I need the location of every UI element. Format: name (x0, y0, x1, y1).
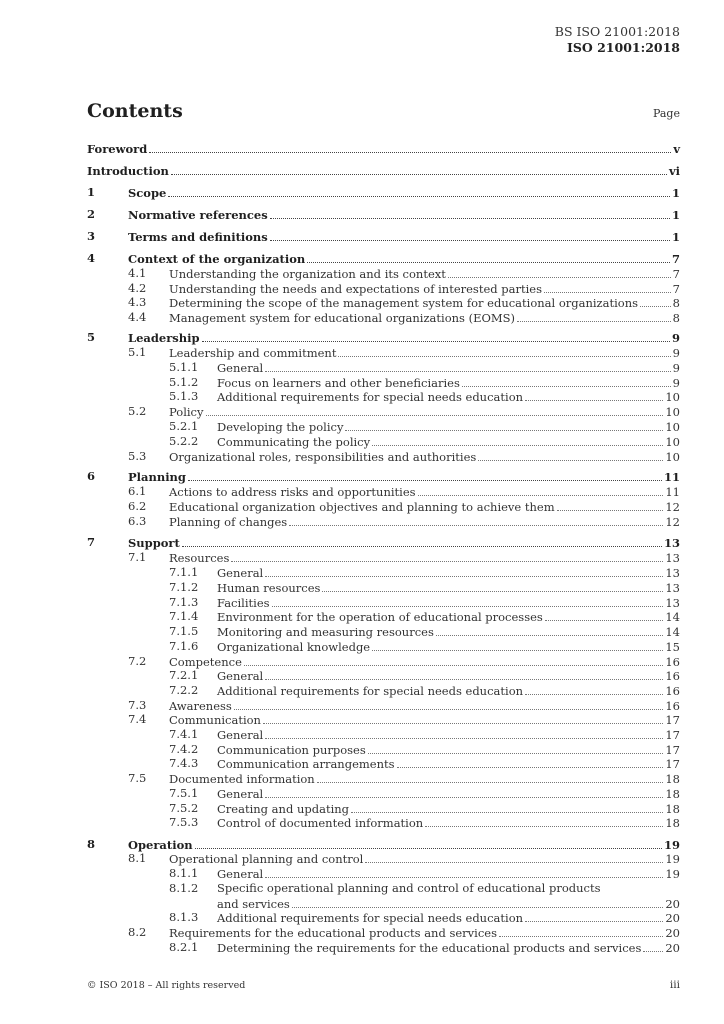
toc-entry-title[interactable]: Control of documented information (217, 816, 424, 830)
toc-dot-leader (525, 910, 663, 922)
toc-subsection-entry[interactable] (0, 881, 724, 896)
toc-entry-title[interactable]: Scope (128, 186, 167, 200)
toc-entry-number: 8.1.1 (169, 866, 199, 880)
toc-entry-page: 10 (665, 450, 680, 464)
toc-entry-title[interactable]: Organizational roles, responsibilities and authorities (169, 450, 477, 464)
toc-entry-title[interactable]: Competence (169, 655, 242, 669)
toc-entry-title[interactable]: Management system for educational organizations (EOMS) (169, 311, 516, 325)
toc-dot-leader (418, 484, 664, 496)
toc-entry-number: 8.2 (128, 925, 147, 939)
toc-entry-page: 1 (671, 208, 680, 222)
toc-entry-number: 7.5.1 (169, 786, 199, 800)
toc-entry-title[interactable]: Developing the policy (217, 420, 344, 434)
toc-dot-leader (195, 837, 662, 849)
toc-dot-leader (292, 896, 664, 908)
toc-subsection-entry[interactable] (0, 514, 724, 529)
toc-entry-number: 7.3 (128, 698, 147, 712)
toc-entry-number: 5.3 (128, 449, 147, 463)
toc-entry-title[interactable]: General (217, 787, 264, 801)
toc-dot-leader (517, 310, 671, 322)
toc-subsection-entry[interactable] (0, 281, 724, 296)
toc-entry-page: 13 (665, 566, 680, 580)
toc-subsection-entry[interactable] (0, 786, 724, 801)
toc-entry-page: 17 (665, 757, 680, 771)
toc-entry-page: 15 (665, 640, 680, 654)
toc-entry-number: 7.2.1 (169, 668, 199, 682)
toc-entry-title[interactable]: Actions to address risks and opportunities (169, 485, 416, 499)
toc-entry-number: 6.3 (128, 514, 147, 528)
toc-dot-leader (265, 360, 670, 372)
toc-entry-page: 9 (672, 346, 680, 360)
toc-entry-title[interactable]: Foreword (87, 142, 148, 156)
toc-entry-number: 5.2 (128, 404, 147, 418)
toc-entry-number: 7.5.2 (169, 801, 199, 815)
toc-entry-title[interactable]: General (217, 669, 264, 683)
toc-subsection-entry[interactable] (0, 801, 724, 816)
toc-section-entry[interactable] (0, 229, 724, 244)
toc-dot-leader (368, 742, 664, 754)
toc-entry-title[interactable]: Terms and definitions (128, 230, 268, 244)
toc-subsection-entry[interactable] (0, 404, 724, 419)
toc-entry-page: 14 (665, 625, 680, 639)
toc-entry-title[interactable]: General (217, 867, 264, 881)
toc-entry-number: 4.4 (128, 310, 147, 324)
toc-subsection-entry[interactable] (0, 499, 724, 514)
toc-dot-leader (265, 727, 663, 739)
toc-entry-number: 7.1 (128, 550, 147, 564)
toc-dot-leader (263, 712, 663, 724)
toc-entry-title[interactable]: Human resources (217, 581, 321, 595)
toc-subsection-entry[interactable] (0, 419, 724, 434)
toc-subsection-entry[interactable] (0, 756, 724, 771)
toc-entry-number: 5.1.2 (169, 375, 199, 389)
toc-entry-page: 9 (671, 331, 680, 345)
toc-entry-title[interactable]: Leadership and commitment (169, 346, 337, 360)
toc-entry-number: 8.1 (128, 851, 147, 865)
toc-entry-page: 10 (665, 390, 680, 404)
toc-dot-leader (171, 163, 667, 175)
toc-entry-title[interactable]: Determining the scope of the management system for educational organizations (169, 296, 639, 310)
toc-dot-leader (640, 295, 671, 307)
toc-subsection-entry[interactable] (0, 940, 724, 955)
toc-entry-title[interactable]: Specific operational planning and control of educational products (217, 881, 601, 895)
toc-dot-leader (397, 756, 664, 768)
toc-entry-number: 5.2.1 (169, 419, 199, 433)
toc-entry-title[interactable]: Additional requirements for special needs education (217, 390, 524, 404)
toc-entry-number: 8.2.1 (169, 940, 199, 954)
toc-entry-page: 18 (665, 802, 680, 816)
toc-dot-leader (322, 580, 663, 592)
toc-entry-title[interactable]: Monitoring and measuring resources (217, 625, 434, 639)
toc-entry-page: 1 (671, 230, 680, 244)
toc-entry-number: 7 (87, 535, 96, 549)
toc-subsection-entry[interactable] (0, 654, 724, 669)
page-column-label: Page (652, 107, 680, 120)
toc-entry-title[interactable]: and services (217, 897, 290, 911)
toc-entry-number: 7.4.3 (169, 756, 199, 770)
toc-subsection-entry[interactable] (0, 345, 724, 360)
toc-entry-title[interactable]: Planning (128, 470, 186, 484)
toc-subsection-entry[interactable] (0, 815, 724, 830)
toc-entry-number: 7.1.6 (169, 639, 199, 653)
toc-entry-page: 9 (672, 361, 680, 375)
toc-entry-page: 1 (671, 186, 680, 200)
toc-dot-leader (270, 207, 670, 219)
toc-entry-title[interactable]: General (217, 728, 264, 742)
toc-subsection-entry[interactable] (0, 683, 724, 698)
toc-entry-page: 7 (671, 252, 680, 266)
toc-dot-leader (265, 786, 663, 798)
toc-dot-leader (462, 375, 671, 387)
toc-entry-number: 7.1.1 (169, 565, 199, 579)
toc-entry-number: 2 (87, 207, 96, 221)
toc-dot-leader (149, 141, 671, 153)
toc-entry-number: 8.1.2 (169, 881, 199, 895)
toc-dot-leader (234, 698, 664, 710)
toc-subsection-entry[interactable] (0, 266, 724, 281)
toc-entry-number: 6.1 (128, 484, 147, 498)
toc-entry-page: 20 (665, 897, 680, 911)
toc-subsection-entry[interactable] (0, 668, 724, 683)
toc-subsection-entry[interactable] (0, 565, 724, 580)
toc-section-entry[interactable] (0, 837, 724, 852)
toc-subsection-entry[interactable] (0, 295, 724, 310)
toc-entry-page: 12 (665, 515, 680, 529)
toc-entry-page: 7 (672, 282, 680, 296)
toc-entry-title[interactable]: Requirements for the educational products and services (169, 926, 497, 940)
toc-dot-leader (345, 419, 663, 431)
toc-entry-page: 17 (665, 728, 680, 742)
toc-entry-page: 18 (665, 787, 680, 801)
toc-subsection-entry[interactable] (0, 609, 724, 624)
toc-entry-page: 17 (665, 743, 680, 757)
toc-section-entry[interactable] (0, 185, 724, 200)
toc-entry-page: 13 (665, 551, 680, 565)
toc-entry-title[interactable]: Planning of changes (169, 515, 288, 529)
toc-subsection-entry[interactable] (0, 639, 724, 654)
toc-entry-title[interactable]: Additional requirements for special needs education (217, 911, 524, 925)
toc-entry-page: 16 (665, 669, 680, 683)
toc-entry-number: 7.1.2 (169, 580, 199, 594)
toc-entry-page: 16 (665, 699, 680, 713)
toc-entry-number: 4.1 (128, 266, 147, 280)
toc-dot-leader (557, 499, 664, 511)
toc-entry-number: 5.1.3 (169, 389, 199, 403)
toc-subsection-entry[interactable] (0, 866, 724, 881)
toc-subsection-entry[interactable] (0, 742, 724, 757)
toc-entry-number: 6.2 (128, 499, 147, 513)
toc-dot-leader (289, 514, 663, 526)
toc-entry-page: 13 (663, 536, 680, 550)
toc-entry-title[interactable]: Organizational knowledge (217, 640, 371, 654)
toc-dot-leader (168, 185, 670, 197)
toc-entry-page: v (673, 142, 680, 156)
toc-entry-number: 5.1 (128, 345, 147, 359)
toc-entry-title[interactable]: Communication purposes (217, 743, 366, 757)
toc-entry-number: 8.1.3 (169, 910, 199, 924)
toc-subsection-entry[interactable] (0, 580, 724, 595)
toc-entry-title[interactable]: Resources (169, 551, 230, 565)
toc-entry-number: 4 (87, 251, 96, 265)
toc-entry-title[interactable]: Policy (169, 405, 204, 419)
header-iso-code: ISO 21001:2018 (566, 40, 680, 55)
toc-entry-page: 20 (665, 926, 680, 940)
toc-dot-leader (499, 925, 663, 937)
toc-dot-leader (265, 668, 663, 680)
toc-section-entry[interactable] (0, 141, 724, 156)
toc-entry-title[interactable]: Awareness (169, 699, 232, 713)
toc-entry-title[interactable]: Additional requirements for special needs education (217, 684, 524, 698)
toc-dot-leader (206, 404, 664, 416)
toc-subsection-entry[interactable] (0, 595, 724, 610)
toc-entry-number: 4.3 (128, 295, 147, 309)
toc-dot-leader (544, 281, 671, 293)
toc-entry-number: 7.1.4 (169, 609, 199, 623)
toc-entry-title[interactable]: Support (128, 536, 180, 550)
toc-entry-number: 6 (87, 469, 96, 483)
toc-entry-title[interactable]: Understanding the organization and its context (169, 267, 446, 281)
toc-entry-page: 10 (665, 405, 680, 419)
toc-entry-number: 5.2.2 (169, 434, 199, 448)
toc-entry-page: 8 (672, 311, 680, 325)
toc-dot-leader (244, 654, 663, 666)
toc-entry-page: 19 (665, 867, 680, 881)
toc-subsection-entry[interactable] (0, 925, 724, 940)
toc-dot-leader (272, 595, 664, 607)
toc-subsection-entry[interactable] (0, 727, 724, 742)
toc-entry-title[interactable]: Operation (128, 838, 193, 852)
toc-dot-leader (351, 801, 663, 813)
toc-section-entry[interactable] (0, 330, 724, 345)
toc-entry-page: 16 (665, 684, 680, 698)
toc-entry-number: 7.4 (128, 712, 147, 726)
toc-entry-page: 20 (665, 911, 680, 925)
toc-entry-number: 5 (87, 330, 96, 344)
toc-entry-title[interactable]: Educational organization objectives and planning to achieve them (169, 500, 555, 514)
toc-section-entry[interactable] (0, 535, 724, 550)
toc-subsection-entry[interactable] (0, 698, 724, 713)
toc-entry-number: 1 (87, 185, 96, 199)
toc-entry-number: 3 (87, 229, 96, 243)
toc-entry-title[interactable]: General (217, 361, 264, 375)
toc-entry-page: 10 (665, 420, 680, 434)
toc-dot-leader (525, 683, 663, 695)
toc-dot-leader (372, 639, 663, 651)
toc-subsection-entry[interactable] (0, 712, 724, 727)
toc-entry-number: 7.2.2 (169, 683, 199, 697)
toc-dot-leader (425, 815, 663, 827)
toc-dot-leader (188, 469, 662, 481)
toc-subsection-entry[interactable] (0, 360, 724, 375)
toc-subsection-entry[interactable] (0, 910, 724, 925)
toc-entry-page: 11 (663, 470, 680, 484)
toc-dot-leader (265, 565, 663, 577)
toc-subsection-entry[interactable] (0, 851, 724, 866)
toc-entry-title[interactable]: Communication arrangements (217, 757, 395, 771)
toc-entry-number: 7.2 (128, 654, 147, 668)
toc-entry-page: 7 (672, 267, 680, 281)
toc-dot-leader (270, 229, 670, 241)
toc-entry-title[interactable]: Context of the organization (128, 252, 306, 266)
toc-dot-leader (525, 389, 663, 401)
toc-entry-number: 7.5 (128, 771, 147, 785)
toc-entry-page: 19 (665, 852, 680, 866)
toc-dot-leader (231, 550, 663, 562)
toc-section-entry[interactable] (0, 251, 724, 266)
toc-dot-leader (436, 624, 663, 636)
toc-subsection-entry[interactable] (0, 624, 724, 639)
toc-entry-page: 11 (665, 485, 680, 499)
toc-entry-page: 12 (665, 500, 680, 514)
toc-subsection-entry[interactable] (0, 310, 724, 325)
toc-subsection-entry[interactable] (0, 375, 724, 390)
toc-entry-number: 7.5.3 (169, 815, 199, 829)
toc-dot-leader (372, 434, 663, 446)
toc-dot-leader (338, 345, 670, 357)
toc-dot-leader (365, 851, 663, 863)
toc-subsection-entry[interactable] (0, 484, 724, 499)
toc-entry-title[interactable]: Communicating the policy (217, 435, 371, 449)
toc-entry-page: 19 (663, 838, 680, 852)
toc-dot-leader (545, 609, 664, 621)
page-title: Contents (87, 100, 183, 122)
toc-section-entry[interactable] (0, 469, 724, 484)
toc-section-entry[interactable] (0, 207, 724, 222)
toc-entry-title[interactable]: Determining the requirements for the educational products and services (217, 941, 642, 955)
footer-copyright: © ISO 2018 – All rights reserved (87, 980, 246, 991)
toc-subsection-entry[interactable] (0, 771, 724, 786)
toc-entry-title[interactable]: Focus on learners and other beneficiaries (217, 376, 460, 390)
toc-entry-title[interactable]: Normative references (128, 208, 268, 222)
toc-entry-page: 17 (665, 713, 680, 727)
toc-entry-title[interactable]: Facilities (217, 596, 270, 610)
toc-entry-page: 18 (665, 816, 680, 830)
toc-entry-title[interactable]: Communication (169, 713, 261, 727)
toc-dot-leader (307, 251, 670, 263)
toc-dot-leader (317, 771, 664, 783)
toc-dot-leader (202, 330, 670, 342)
toc-entry-number: 7.1.3 (169, 595, 199, 609)
toc-entry-page: 13 (665, 596, 680, 610)
footer-page-number: iii (669, 979, 680, 991)
toc-entry-number: 5.1.1 (169, 360, 199, 374)
toc-subsection-entry[interactable] (0, 896, 724, 911)
toc-entry-page: 20 (665, 941, 680, 955)
toc-subsection-entry[interactable] (0, 449, 724, 464)
toc-entry-title[interactable]: Environment for the operation of educational processes (217, 610, 543, 624)
toc-dot-leader (448, 266, 671, 278)
toc-entry-number: 7.4.2 (169, 742, 199, 756)
toc-entry-page: 14 (665, 610, 680, 624)
toc-entry-page: 13 (665, 581, 680, 595)
header-standard-code: BS ISO 21001:2018 (554, 24, 680, 39)
toc-entry-page: 9 (672, 376, 680, 390)
toc-entry-number: 4.2 (128, 281, 147, 295)
toc-dot-leader (182, 535, 662, 547)
toc-dot-leader (265, 866, 663, 878)
toc-entry-page: 8 (672, 296, 680, 310)
toc-entry-page: 16 (665, 655, 680, 669)
toc-dot-leader (643, 940, 663, 952)
toc-subsection-entry[interactable] (0, 434, 724, 449)
toc-entry-title[interactable]: Understanding the needs and expectations of interested parties (169, 282, 542, 296)
toc-subsection-entry[interactable] (0, 389, 724, 404)
toc-entry-title[interactable]: General (217, 566, 264, 580)
toc-entry-page: 18 (665, 772, 680, 786)
toc-entry-title[interactable]: Introduction (87, 164, 169, 178)
toc-entry-title[interactable]: Creating and updating (217, 802, 350, 816)
toc-entry-title[interactable]: Documented information (169, 772, 315, 786)
toc-dot-leader (478, 449, 663, 461)
toc-entry-number: 7.1.5 (169, 624, 199, 638)
toc-subsection-entry[interactable] (0, 550, 724, 565)
toc-entry-number: 7.4.1 (169, 727, 199, 741)
toc-entry-page: 10 (665, 435, 680, 449)
toc-entry-title[interactable]: Leadership (128, 331, 200, 345)
toc-entry-title[interactable]: Operational planning and control (169, 852, 364, 866)
toc-section-entry[interactable] (0, 163, 724, 178)
toc-entry-number: 8 (87, 837, 96, 851)
toc-entry-page: vi (668, 164, 680, 178)
